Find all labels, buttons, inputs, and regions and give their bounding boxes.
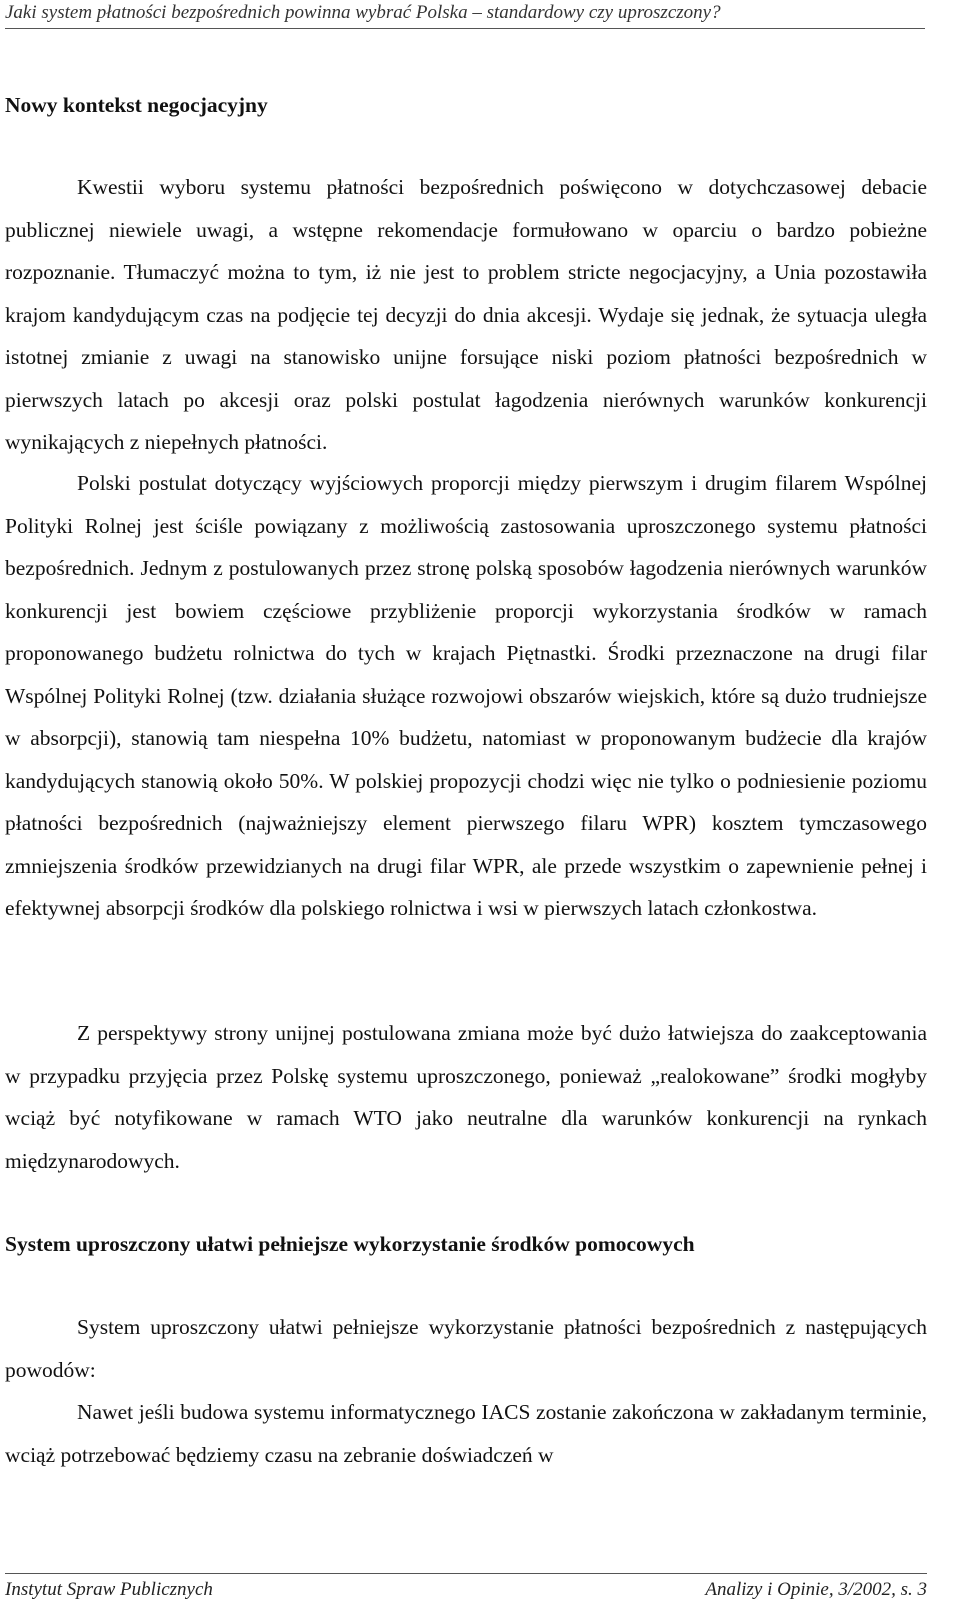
paragraph: Z perspektywy strony unijnej postulowana zmiana może być dużo łatwiejsza do zaakceptowania w przypadku przyjęcia przez Polskę systemu uproszczonego, ponieważ „realokowane” środki mogłyby wciąż być notyfikowane w ramach WTO jako neutralne dla warunków konkurencji na rynkach międzynarodowych.: [5, 1021, 927, 1173]
footer-series: Analizy i Opinie, 3/2002, s. 3: [705, 1579, 927, 1600]
running-header: Jaki system płatności bezpośrednich powinna wybrać Polska – standardowy czy uproszczony?: [5, 2, 721, 23]
paragraph: Nawet jeśli budowa systemu informatycznego IACS zostanie zakończona w zakładanym terminie, wciąż potrzebować będziemy czasu na zebranie doświadczeń w: [5, 1400, 927, 1467]
header-divider: [5, 28, 925, 29]
paragraph: Kwestii wyboru systemu płatności bezpośrednich poświęcono w dotychczasowej debacie publicznej niewiele uwagi, a wstępne rekomendacje formułowano w oparciu o bardzo pobieżne rozpoznanie. Tłumaczyć można to tym, iż nie jest to problem stricte negocjacyjny, a Unia pozostawiła krajom kandydującym czas na podjęcie tej decyzji do dnia akcesji. Wydaje się jednak, że sytuacja uległa istotnej zmianie z uwagi na stanowisko unijne forsujące niski poziom płatności bezpośrednich w pierwszych latach po akcesji oraz polski postulat łagodzenia nierównych warunków konkurencji wynikających z niepełnych płatności.: [5, 175, 927, 454]
section-heading-new-context: Nowy kontekst negocjacyjny: [5, 93, 268, 117]
paragraph: System uproszczony ułatwi pełniejsze wykorzystanie płatności bezpośrednich z następujących powodów:: [5, 1315, 927, 1382]
section-heading-simplified-system: System uproszczony ułatwi pełniejsze wykorzystanie środków pomocowych: [5, 1232, 695, 1256]
footer-publisher: Instytut Spraw Publicznych: [5, 1579, 213, 1600]
paragraph: Polski postulat dotyczący wyjściowych proporcji między pierwszym i drugim filarem Wspólnej Polityki Rolnej jest ściśle powiązany z możliwością zastosowania uproszczonego systemu płatności bezpośrednich. Jednym z postulowanych przez stronę polską sposobów łagodzenia nierównych warunków konkurencji jest bowiem częściowe przybliżenie proporcji wykorzystania środków w ramach proponowanego budżetu rolnictwa do tych w krajach Piętnastki. Środki przeznaczone na drugi filar Wspólnej Polityki Rolnej (tzw. działania służące rozwojowi obszarów wiejskich, które są dużo trudniejsze w absorpcji), stanowią tam niespełna 10% budżetu, natomiast w proponowanym budżecie dla krajów kandydujących stanowią około 50%. W polskiej propozycji chodzi więc nie tylko o podniesienie poziomu płatności bezpośrednich (najważniejszy element pierwszego filaru WPR) kosztem tymczasowego zmniejszenia środków przewidzianych na drugi filar WPR, ale przede wszystkim o zapewnienie pełnej i efektywnej absorpcji środków dla polskiego rolnictwa i wsi w pierwszych latach członkostwa.: [5, 471, 927, 920]
footer-divider: [5, 1573, 927, 1574]
